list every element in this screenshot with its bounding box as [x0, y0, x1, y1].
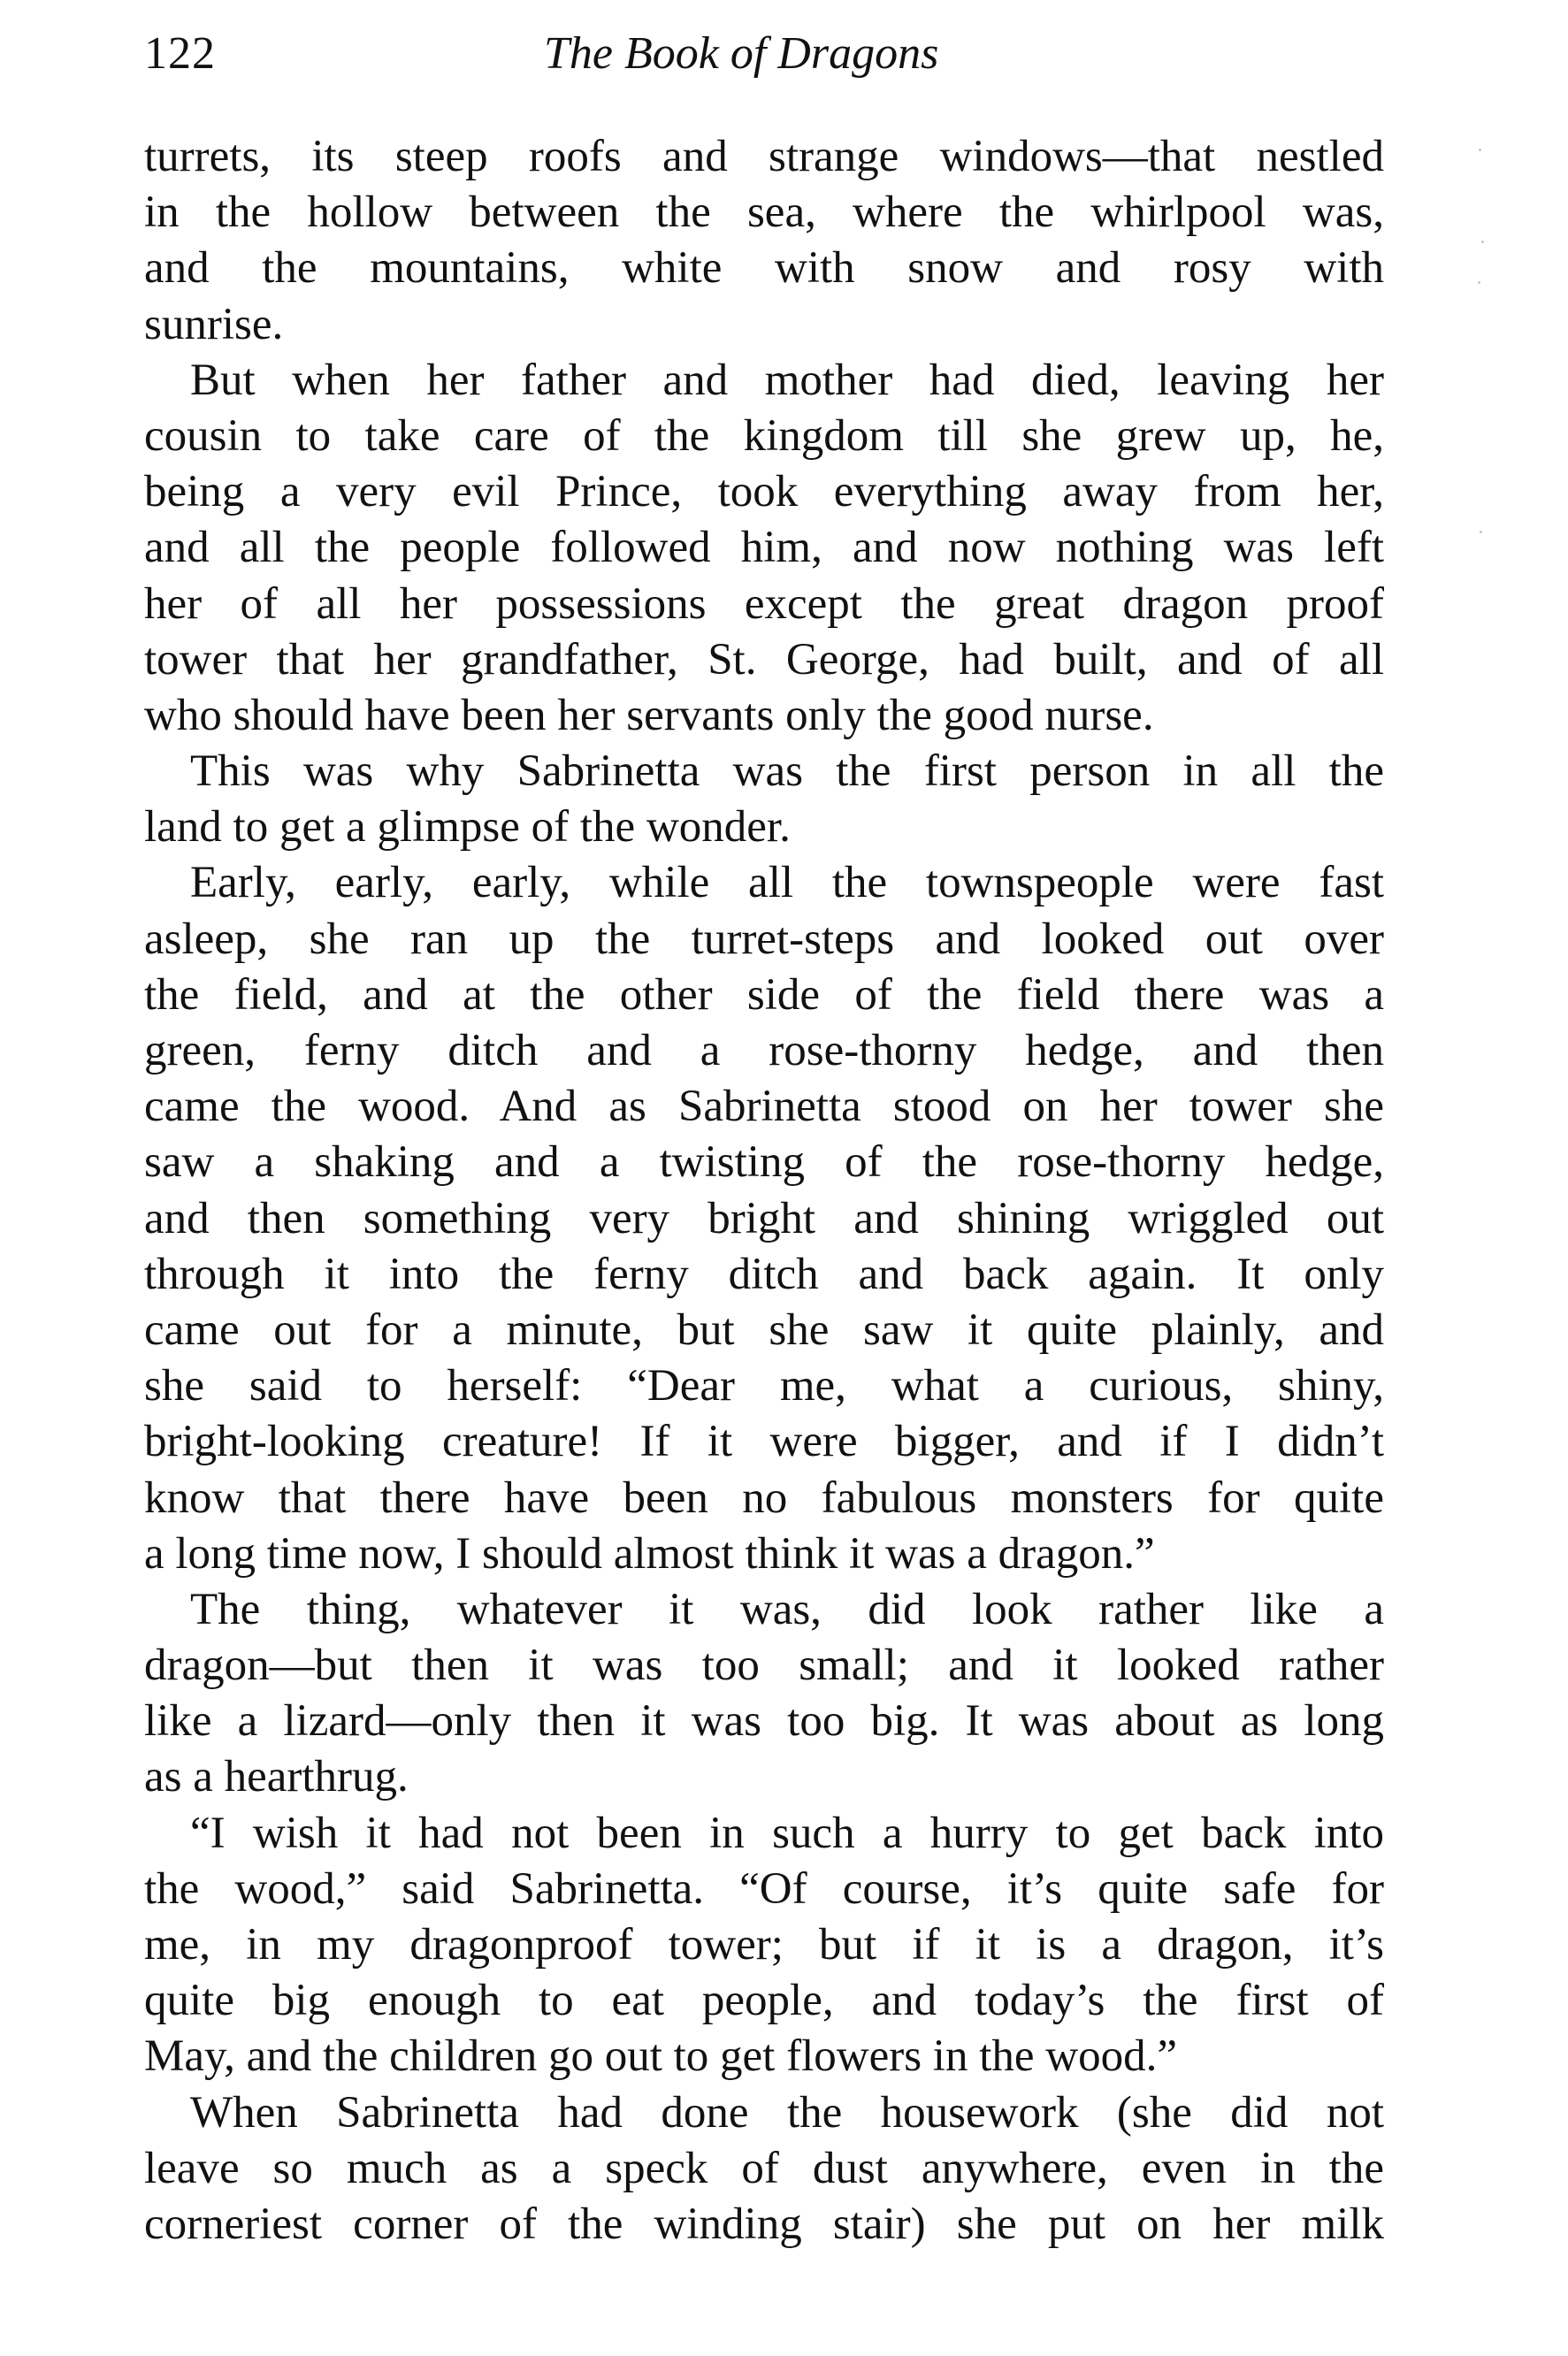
- paragraph: [144, 744, 1384, 855]
- text-line: “I wish it had not been in such a hurry to get back into: [190, 1808, 1384, 1858]
- text-line: and the mountains, white with snow and rosy with: [144, 243, 1384, 294]
- text-line: Early, early, early, while all the townspeople were fast: [190, 858, 1384, 908]
- text-line: tower that her grandfather, St. George, had built, and of all: [144, 634, 1384, 685]
- body-text: [144, 129, 1384, 2253]
- scan-speck: [1480, 531, 1482, 533]
- text-line: know that there have been no fabulous monsters for quite: [144, 1472, 1384, 1523]
- text-line: in the hollow between the sea, where the whirlpool was,: [144, 187, 1384, 238]
- running-head: [144, 23, 1382, 85]
- paragraph: [144, 2085, 1384, 2253]
- text-line: her of all her possessions except the great dragon proof: [144, 578, 1384, 629]
- text-line: a long time now, I should almost think it was a dragon.”: [144, 1528, 1155, 1579]
- text-line: land to get a glimpse of the wonder.: [144, 802, 791, 853]
- paragraph: [144, 855, 1384, 1581]
- paragraph: [144, 353, 1384, 744]
- text-line: corneriest corner of the winding stair) she put on her milk: [144, 2199, 1384, 2249]
- text-line: This was why Sabrinetta was the first person in all the: [190, 746, 1384, 797]
- text-line: through it into the ferny ditch and back again. It only: [144, 1249, 1384, 1299]
- text-line: When Sabrinetta had done the housework (she did not: [190, 2087, 1384, 2138]
- text-line: she said to herself: “Dear me, what a curious, shiny,: [144, 1361, 1384, 1411]
- scan-speck: [1478, 281, 1480, 284]
- paragraph: [144, 1806, 1384, 2085]
- page-number: 122: [144, 28, 216, 79]
- paragraph: [144, 129, 1384, 353]
- paragraph: [144, 1582, 1384, 1806]
- text-line: came the wood. And as Sabrinetta stood on her tower she: [144, 1082, 1384, 1132]
- text-line: asleep, she ran up the turret-steps and looked out over: [144, 914, 1384, 964]
- text-line: the field, and at the other side of the field there was a: [144, 969, 1384, 1020]
- text-line: being a very evil Prince, took everything away from her,: [144, 467, 1384, 517]
- text-line: and then something very bright and shining wriggled out: [144, 1193, 1384, 1243]
- text-line: who should have been her servants only the good nurse.: [144, 690, 1154, 740]
- text-line: turrets, its steep roofs and strange windows—that nestled: [144, 132, 1384, 181]
- text-line: as a hearthrug.: [144, 1752, 409, 1802]
- text-line: cousin to take care of the kingdom till she grew up, he,: [144, 410, 1384, 461]
- text-line: green, ferny ditch and a rose-thorny hedge, and then: [144, 1026, 1384, 1075]
- scan-speck: [1481, 241, 1484, 243]
- scan-speck: [1479, 149, 1481, 151]
- text-line: May, and the children go out to get flowers in the wood.”: [144, 2031, 1177, 2082]
- text-line: the wood,” said Sabrinetta. “Of course, it’s quite safe for: [144, 1863, 1384, 1914]
- text-line: came out for a minute, but she saw it quite plainly, and: [144, 1304, 1384, 1355]
- text-line: me, in my dragonproof tower; but if it is a dragon, it’s: [144, 1920, 1384, 1970]
- text-line: sunrise.: [144, 299, 284, 349]
- text-line: But when her father and mother had died, leaving her: [190, 355, 1384, 405]
- text-line: quite big enough to eat people, and today’s the first of: [144, 1976, 1384, 2026]
- text-line: dragon—but then it was too small; and it looked rather: [144, 1641, 1384, 1691]
- text-line: bright-looking creature! If it were bigger, and if I didn’t: [144, 1417, 1384, 1467]
- text-line: saw a shaking and a twisting of the rose-thorny hedge,: [144, 1137, 1384, 1188]
- text-line: leave so much as a speck of dust anywhere, even in the: [144, 2143, 1384, 2193]
- book-title: The Book of Dragons: [544, 28, 939, 79]
- text-line: The thing, whatever it was, did look rather like a: [190, 1584, 1384, 1634]
- text-line: like a lizard—only then it was too big. It was about as long: [144, 1696, 1384, 1747]
- text-line: and all the people followed him, and now nothing was left: [144, 523, 1384, 573]
